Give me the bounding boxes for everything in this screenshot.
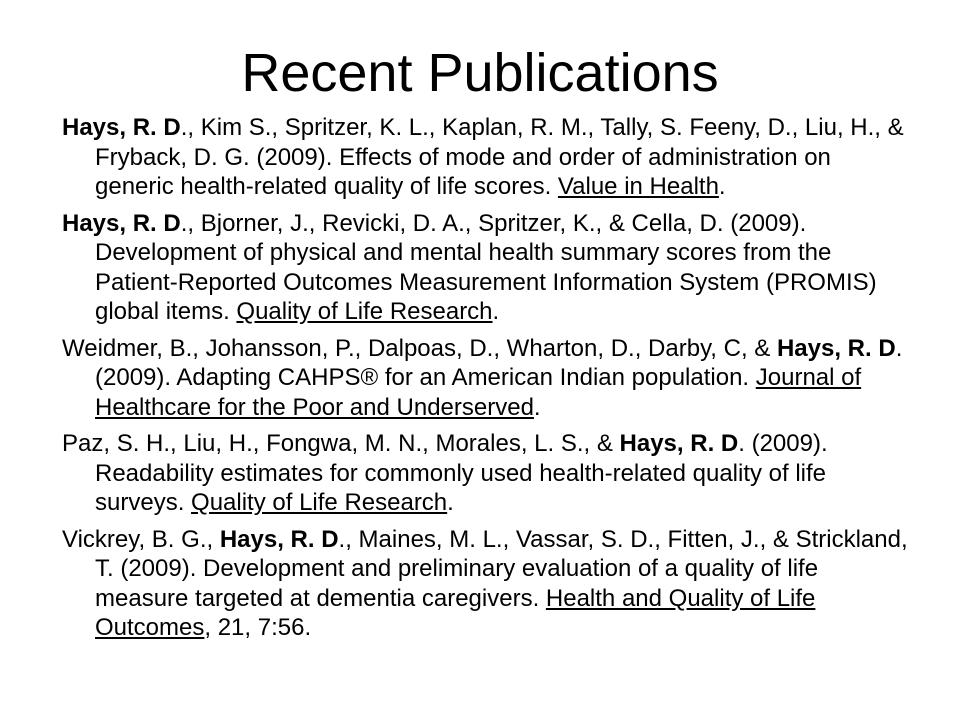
ref-text: Vickrey, B. G., [62,525,220,553]
reference-item [62,209,912,327]
ref-author-highlight: Hays, R. D [619,430,739,457]
ref-text: . [492,298,500,325]
ref-text: . [447,489,454,516]
ref-author-highlight: Hays, R. D [62,209,181,237]
ref-journal: Health and Quality of Life Outcomes [95,584,816,641]
ref-text: ., Maines, M. L., Vassar, S. D., Fitten, J., & Strickland, T. (2009). Development and preliminary evaluation of a quality of life measure targeted at dementia caregivers. [95,525,908,612]
ref-text: Weidmer, B., Johansson, P., Dalpoas, D., Wharton, D., Darby, C, & [62,334,777,362]
ref-author-highlight: Hays, R. D [62,114,181,141]
ref-text: . (2009). Readability estimates for commonly used health-related quality of life surveys. [95,430,828,516]
reference-item [62,525,912,643]
ref-author-highlight: Hays, R. D [219,525,339,553]
ref-journal: Quality of Life Research [191,489,448,516]
ref-author-highlight: Hays, R. D [776,334,896,362]
ref-text: , 21, 7:56. [204,614,312,641]
ref-text: . [718,173,726,200]
reference-item [62,113,912,202]
reference-item [62,334,912,423]
ref-text: . [533,393,541,421]
ref-journal: Value in Health [557,173,719,200]
ref-text: Paz, S. H., Liu, H., Fongwa, M. N., Morales, L. S., & [62,430,620,457]
slide-title: Recent Publications [241,43,719,103]
ref-journal: Journal of Healthcare for the Poor and Underserved [95,364,862,421]
ref-text: ., Bjorner, J., Revicki, D. A., Spritzer, K., & Cella, D. (2009). Development of physical and mental health summary scores from the Patient-Reported Outcomes Measurement Information System (PROMIS) global items. [95,209,877,325]
ref-text: . (2009). Adapting CAHPS® for an American Indian population. [95,334,903,391]
ref-text: ., Kim S., Spritzer, K. L., Kaplan, R. M., Tally, S. Feeny, D., Liu, H., & Fryback, D. G. (2009). Effects of mode and order of administration on generic health-related quality of life scores. [95,114,904,200]
reference-item [62,429,912,518]
ref-journal: Quality of Life Research [236,298,493,325]
reference-list [62,113,912,650]
